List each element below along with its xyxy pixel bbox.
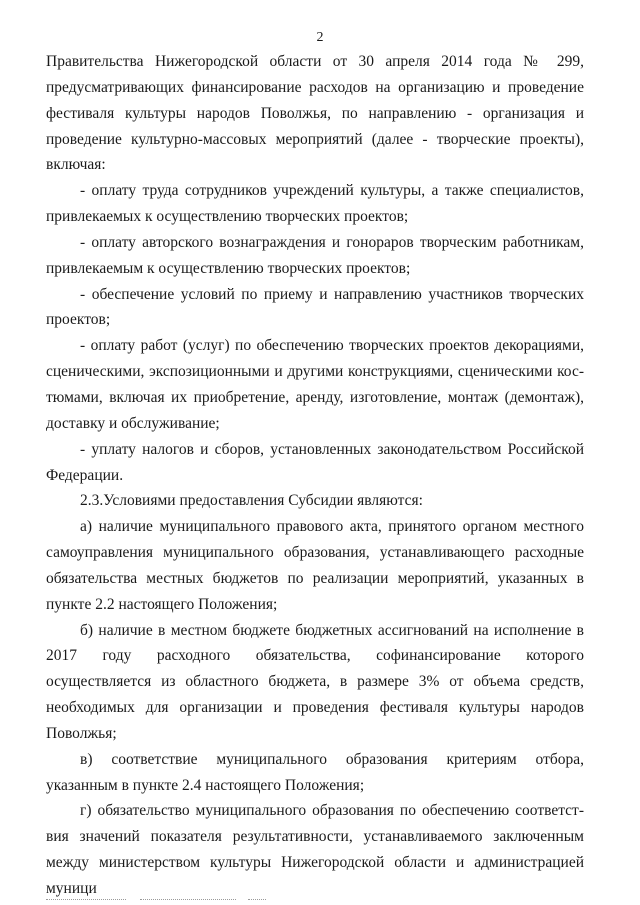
page-number: 2 [316, 30, 324, 45]
footer-divider [46, 899, 126, 900]
list-item-decorations-works: - оплату работ (услуг) по обеспечению творческих проектов декорациями, сценическими, экспозиционными и другими конструкциями, сценическими костюмами, включая их приобретение, аренду, изготовление, монтаж (демонтаж), доставку и обслуживание; [46, 337, 584, 432]
document-body [46, 49, 584, 902]
footer-divider [248, 899, 266, 900]
paragraph-continuation-intro: Правительства Нижегородской области от 30 апреля 2014 года № 299, предусматривающих финансирование расходов на организацию и проведение фестиваля культуры народов Поволжья, по направлению - организация и проведение культурно-массовых мероприятий (далее - творческие проекты), включая: [46, 53, 584, 174]
list-item-taxes: - уплату налогов и сборов, установленных законодательством Российской Федерации. [46, 440, 584, 484]
condition-g: г) обязательство муниципального образования по обеспечению соответствия значений показателя результативности, устанавливаемого заключенным между министерством культуры Нижегородской области и администрацией муници [46, 802, 584, 897]
list-item-labor-pay: - оплату труда сотрудников учреждений культуры, а также специалистов, привлекаемых к осуществлению творческих проектов; [46, 182, 584, 226]
footer-divider [140, 899, 236, 900]
list-item-royalties: - оплату авторского вознаграждения и гонораров творческим работникам, привлекаемым к осуществлению творческих проектов; [46, 233, 584, 277]
list-item-participant-reception: - обеспечение условий по приему и направлению участников творческих проектов; [46, 285, 584, 329]
condition-v: в) соответствие муниципального образования критериям отбора, указанным в пункте 2.4 настоящего Положения; [46, 750, 584, 794]
condition-b: б) наличие в местном бюджете бюджетных ассигнований на исполнение в 2017 году расходного обязательства, софинансирование которого осуществляется из областного бюджета, в размере 3% от объема средств, необходимых для организации и проведения фестиваля культуры народов Поволжья; [46, 621, 584, 742]
condition-a: а) наличие муниципального правового акта, принятого органом местного самоуправления муниципального образования, устанавливающего расходные обязательства местных бюджетов по реализации мероприятий, указанных в пункте 2.2 настоящего Положения; [46, 518, 584, 613]
section-heading-2-3: 2.3.Условиями предоставления Субсидии являются: [80, 492, 423, 510]
